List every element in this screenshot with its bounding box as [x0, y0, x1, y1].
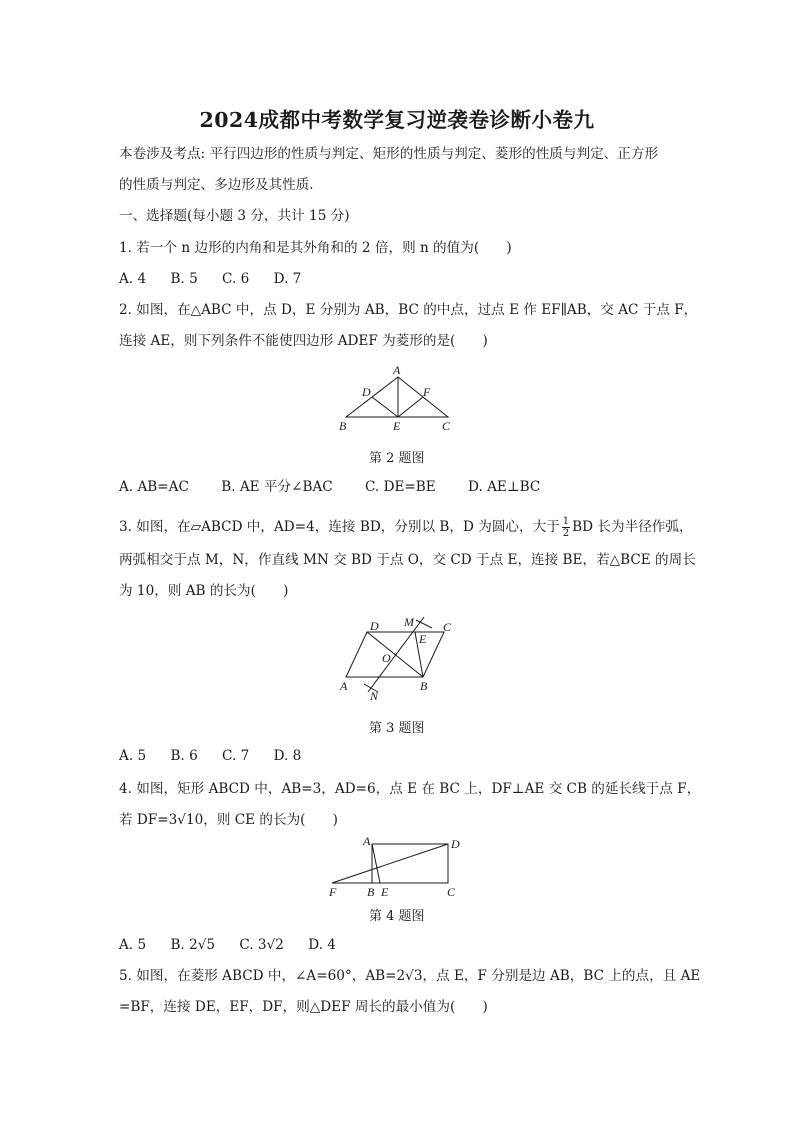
q2-segment-ef: [398, 397, 423, 417]
scope-line-1: 本卷涉及考点: 平行四边形的性质与判定、矩形的性质与判定、菱形的性质与判定、正方形: [119, 146, 659, 162]
page-title: 2024成都中考数学复习逆袭卷诊断小卷九: [199, 108, 595, 132]
q3-fraction-numerator: 1: [562, 516, 570, 527]
q4-option-c: C. 3√2: [239, 937, 284, 953]
q3-line-3: 为 10，则 AB 的长为( ): [119, 583, 289, 599]
q2-caption: 第 2 题图: [369, 451, 425, 466]
q4-segment-df: [332, 844, 448, 883]
q3-label-d: D: [370, 619, 379, 633]
q3-line-1-end: BD 长为半径作弧，: [572, 519, 693, 535]
q2-option-c: C. DE=BE: [365, 479, 436, 495]
q3-fraction-denominator: 2: [562, 528, 570, 539]
q4-label-b: B: [367, 885, 375, 899]
q4-label-e: E: [381, 885, 389, 899]
q3-option-b: B. 6: [170, 748, 198, 764]
q4-label-c: C: [447, 885, 456, 899]
q2-label-f: F: [423, 385, 431, 399]
q1-option-b: B. 5: [170, 271, 198, 287]
q2-label-c: C: [442, 419, 451, 433]
q3-caption: 第 3 题图: [369, 721, 425, 736]
q4-option-d: D. 4: [308, 937, 336, 953]
q3-label-e: E: [419, 632, 427, 646]
q3-option-a: A. 5: [119, 748, 147, 764]
q5-line-2: =BF，连接 DE，EF，DF，则△DEF 周长的最小值为( ): [119, 999, 488, 1015]
q4-label-f: F: [329, 885, 337, 899]
q3-label-m: M: [404, 615, 414, 629]
section-heading: 一、选择题(每小题 3 分，共计 15 分): [119, 208, 350, 224]
q4-figure: [328, 834, 468, 900]
q3-label-a: A: [340, 679, 348, 693]
q4-caption: 第 4 题图: [369, 909, 425, 924]
q3-line-1: [119, 516, 693, 539]
q5-line-1: 5. 如图，在菱形 ABCD 中，∠A=60°，AB=2√3，点 E，F 分别是边 AB，BC 上的点，且 AE: [119, 968, 701, 984]
q3-label-c: C: [443, 620, 452, 634]
q2-label-e: E: [393, 419, 401, 433]
q4-option-b: B. 2√5: [170, 937, 216, 953]
q3-line-2: 两弧相交于点 M，N，作直线 MN 交 BD 于点 O，交 CD 于点 E，连接 BE，若△BCE 的周长: [119, 552, 696, 568]
q3-diagonal-bd: [367, 632, 423, 677]
q2-option-d: D. AE⊥BC: [468, 479, 541, 495]
q3-option-c: C. 7: [222, 748, 250, 764]
q3-fraction: [562, 516, 570, 539]
q2-label-d: D: [362, 385, 371, 399]
q3-line-1-start: 3. 如图，在▱ABCD 中，AD=4，连接 BD，分别以 B，D 为圆心，大于: [119, 519, 560, 535]
q2-label-a: A: [393, 363, 401, 377]
q2-figure: [338, 362, 458, 434]
q2-segment-de: [372, 397, 398, 417]
q3-options: [119, 747, 684, 765]
q3-figure: [336, 612, 466, 704]
q3-label-b: B: [420, 679, 428, 693]
q3-label-n: N: [370, 689, 379, 703]
q4-rectangle-abcd: [372, 844, 448, 883]
q4-segment-ae: [372, 844, 380, 883]
q1-option-a: A. 4: [119, 271, 147, 287]
q4-option-a: A. 5: [119, 937, 147, 953]
q2-option-a: A. AB=AC: [119, 479, 189, 495]
q2-label-b: B: [339, 419, 347, 433]
q2-line-2: 连接 AE，则下列条件不能使四边形 ADEF 为菱形的是( ): [119, 333, 488, 349]
q3-label-o: O: [382, 651, 391, 665]
q2-line-1: 2. 如图，在△ABC 中，点 D，E 分别为 AB，BC 的中点，过点 E 作 EF∥AB，交 AC 于点 F，: [119, 302, 698, 318]
q2-option-b: B. AE 平分∠BAC: [221, 479, 333, 495]
q1-stem: 1. 若一个 n 边形的内角和是其外角和的 2 倍，则 n 的值为( ): [119, 240, 512, 256]
q3-option-d: D. 8: [273, 748, 302, 764]
q4-label-d: D: [451, 837, 460, 851]
q4-line-1: 4. 如图，矩形 ABCD 中，AB=3，AD=6，点 E 在 BC 上，DF⊥AE 交 CB 的延长线于点 F，: [119, 781, 701, 797]
q4-line-2: 若 DF=3√10，则 CE 的长为( ): [119, 812, 338, 828]
q1-options: [119, 270, 684, 288]
q1-option-d: D. 7: [273, 271, 302, 287]
q1-option-c: C. 6: [222, 271, 250, 287]
q4-options: [119, 936, 684, 954]
q4-label-a: A: [363, 834, 371, 848]
scope-line-2: 的性质与判定、多边形及其性质.: [119, 177, 314, 193]
q2-options: [119, 478, 684, 496]
